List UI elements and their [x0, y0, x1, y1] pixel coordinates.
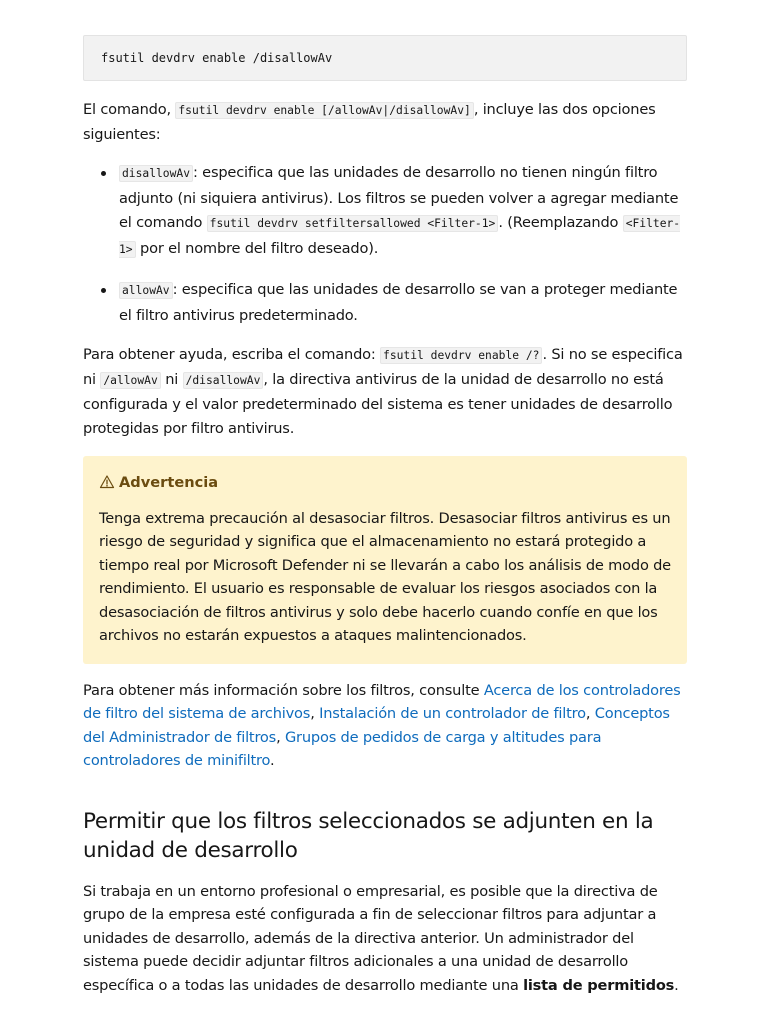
option-text: : especifica que las unidades de desarrollo no tienen ningún filtro adjunto (ni siquiera antivirus). Los filtros se pueden volver a agregar mediante el comando [119, 164, 679, 231]
bullet-dot [101, 288, 106, 293]
code-block-text: fsutil devdrv enable /disallowAv [101, 51, 333, 65]
list-item-allowav [119, 278, 687, 328]
options-list [83, 161, 687, 328]
code-block [83, 35, 687, 81]
help-inline-code: fsutil devdrv enable /? [380, 347, 542, 364]
warning-body: Tenga extrema precaución al desasociar filtros. Desasociar filtros antivirus es un riesgo de seguridad y significa que el almacenamiento no estará protegido a tiempo real por Microsoft Defender ni se llevarán a cabo los análisis de modo de rendimiento. El usuario es responsable de evaluar los riesgos asociados con la desasociación de filtros antivirus y solo debe hacerlo cuando confíe en que los archivos no estarán expuestos a ataques malintencionados. [99, 510, 671, 645]
more-info-text-end: . [270, 752, 275, 770]
more-info-text: Para obtener más información sobre los filtros, consulte [83, 682, 484, 699]
separator-text: , [276, 728, 285, 746]
intro-text-after: , incluye las dos opciones siguientes: [83, 101, 656, 143]
warning-title [99, 470, 671, 494]
article-content [83, 35, 687, 998]
warning-title-text: Advertencia [119, 473, 219, 491]
section-text-end: . [674, 977, 679, 994]
separator-text: , [585, 705, 595, 723]
warning-triangle-icon [99, 474, 115, 490]
bullet-dot [101, 171, 106, 176]
link-filter-drivers-about[interactable]: Acerca de los controladores de filtro del sistema de archivos [83, 682, 681, 723]
help-text: . Si no se especifica ni [83, 346, 683, 388]
option-text: : especifica que las unidades de desarrollo se van a proteger mediante el filtro antivirus predeterminado. [119, 281, 678, 324]
help-paragraph [83, 343, 687, 441]
link-filter-manager-concepts[interactable]: Conceptos del Administrador de filtros [83, 705, 670, 746]
help-inline-code: /disallowAv [183, 372, 264, 389]
warning-alert [83, 456, 687, 664]
intro-text-before: El comando, [83, 101, 176, 118]
link-load-order-groups[interactable]: Grupos de pedidos de carga y altitudes para controladores de minifiltro [83, 728, 602, 770]
section-text: Si trabaja en un entorno profesional o empresarial, es posible que la directiva de grupo de la empresa esté configurada a fin de seleccionar filtros para adjuntar a unidades de desarrollo, además de la directiva anterior. Un administrador del sistema puede decidir adjuntar filtros adicionales a una unidad de desarrollo específica o a todas las unidades de desarrollo mediante una [83, 882, 658, 994]
help-text: , la directiva antivirus de la unidad de desarrollo no está configurada y el valor predeterminado del sistema es tener unidades de desarrollo protegidas por filtro antivirus. [83, 371, 673, 437]
option-code: disallowAv [119, 165, 193, 182]
more-info-paragraph [83, 679, 687, 773]
help-text: ni [160, 371, 183, 388]
section-heading: Permitir que los filtros seleccionados se adjunten en la unidad de desarrollo [83, 808, 654, 863]
list-item-disallowav [119, 161, 687, 262]
section-paragraph [83, 880, 687, 998]
allowlist-bold-text: lista de permitidos [523, 977, 675, 994]
option-inline-code: <Filter-1> [119, 217, 681, 256]
option-text: por el nombre del filtro deseado). [135, 239, 379, 257]
intro-paragraph [83, 98, 687, 147]
link-install-filter-driver[interactable]: Instalación de un controlador de filtro [319, 705, 586, 723]
option-code: allowAv [119, 282, 173, 299]
option-inline-code: fsutil devdrv setfiltersallowed <Filter-1> [207, 215, 499, 232]
option-text: . (Reemplazando [498, 214, 623, 231]
help-inline-code: /allowAv [100, 372, 160, 389]
help-text: Para obtener ayuda, escriba el comando: [83, 346, 381, 363]
separator-text: , [310, 705, 320, 723]
intro-inline-code: fsutil devdrv enable [/allowAv|/disallowAv] [175, 102, 473, 119]
